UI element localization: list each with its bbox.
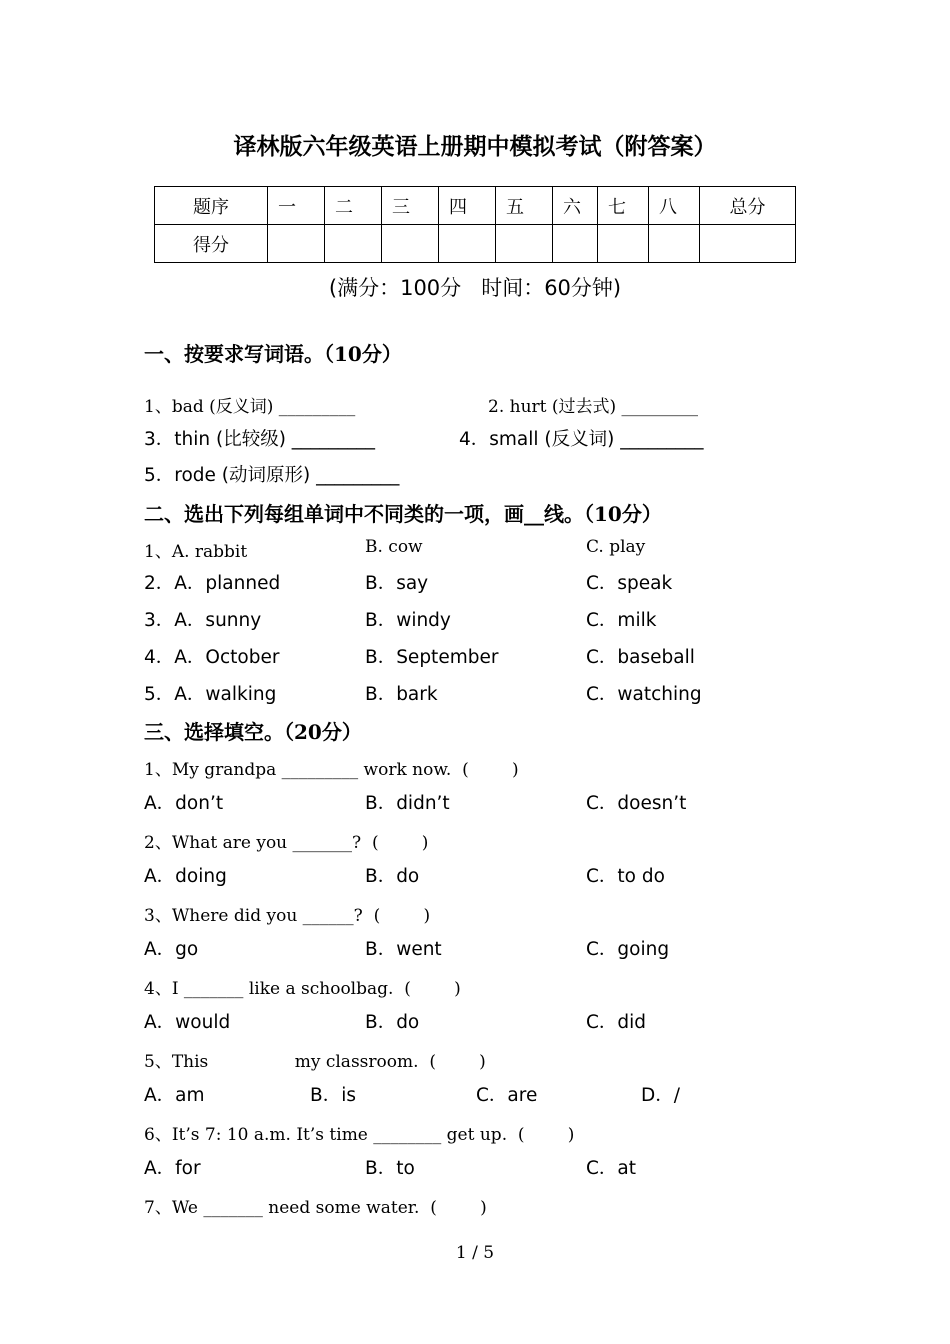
question-stem: 6、It’s 7: 10 a.m. It’s time ________ get up. ( ) [144, 1125, 575, 1145]
option-c: C．are [476, 1085, 538, 1106]
question-stem: 7、We _______ need some water. ( ) [144, 1198, 487, 1218]
option-c: C．to do [586, 866, 665, 887]
score-cell[interactable] [439, 225, 496, 263]
option-c: C．did [586, 1012, 647, 1033]
option-c: C．milk [586, 610, 657, 631]
option-b: B．September [365, 647, 499, 668]
question-stem: 4、I _______ like a schoolbag. ( ) [144, 979, 461, 999]
table-header-cell: 八 [649, 187, 700, 225]
table-row-label: 得分 [155, 225, 268, 263]
option-c: C．going [586, 939, 670, 960]
score-cell[interactable] [268, 225, 325, 263]
score-cell[interactable] [325, 225, 382, 263]
option-b: B．didn’t [365, 793, 450, 814]
option-a: A．doing [144, 866, 227, 887]
table-header-cell: 七 [598, 187, 649, 225]
option-b: B．say [365, 573, 429, 594]
document-title: 译林版六年级英语上册期中模拟考试（附答案） [233, 134, 717, 160]
table-header-cell: 总分 [700, 187, 796, 225]
question: 1、bad (反义词) _________ [144, 397, 356, 417]
section-heading: 二、选出下列每组单词中不同类的一项，画__线。（10分） [144, 502, 662, 526]
score-cell[interactable] [382, 225, 439, 263]
table-header-cell: 三 [382, 187, 439, 225]
section-heading: 一、按要求写词语。（10分） [144, 342, 402, 366]
table-header-cell: 五 [496, 187, 553, 225]
option-a: A．don’t [144, 793, 224, 814]
option-a: A．would [144, 1012, 231, 1033]
option-b: B. cow [365, 537, 423, 557]
option-c: C. play [586, 537, 646, 557]
table-header-cell: 一 [268, 187, 325, 225]
question: 2. hurt (过去式) _________ [488, 397, 699, 417]
option-a: A．am [144, 1085, 205, 1106]
score-table-score-row [155, 225, 796, 263]
option-d: D．/ [641, 1085, 680, 1106]
score-cell[interactable] [496, 225, 553, 263]
option-c: C．baseball [586, 647, 695, 668]
table-header-cell: 六 [553, 187, 598, 225]
section-heading: 三、选择填空。（20分） [144, 720, 362, 744]
question: 3．thin (比较级) _________ [144, 429, 376, 450]
option-a: 4．A．October [144, 647, 280, 668]
option-c: C．watching [586, 684, 702, 705]
option-b: B．bark [365, 684, 438, 705]
score-cell[interactable] [553, 225, 598, 263]
option-c: C．at [586, 1158, 637, 1179]
option-b: B．do [365, 1012, 420, 1033]
option-a: 2．A．planned [144, 573, 281, 594]
option-b: B．windy [365, 610, 451, 631]
page-number: 1 / 5 [455, 1243, 495, 1263]
option-b: B．do [365, 866, 420, 887]
score-cell[interactable] [598, 225, 649, 263]
question: 5．rode (动词原形) _________ [144, 465, 400, 486]
question: 4．small (反义词) _________ [459, 429, 704, 450]
option-a: 5．A．walking [144, 684, 277, 705]
score-cell[interactable] [700, 225, 796, 263]
option-b: B．went [365, 939, 442, 960]
option-b: B．to [365, 1158, 415, 1179]
question-stem: 3、Where did you ______? ( ) [144, 906, 431, 926]
score-table [154, 186, 796, 263]
question-stem: 1、My grandpa _________ work now. ( ) [144, 760, 519, 780]
score-cell[interactable] [649, 225, 700, 263]
option-a: 3．A．sunny [144, 610, 262, 631]
score-table-header-row [155, 187, 796, 225]
option-a: 1、A. rabbit [144, 542, 248, 562]
question-stem: 5、This my classroom. ( ) [144, 1052, 486, 1072]
option-a: A．go [144, 939, 199, 960]
option-c: C．doesn’t [586, 793, 687, 814]
table-header-cell: 二 [325, 187, 382, 225]
table-header-cell: 四 [439, 187, 496, 225]
table-header-cell: 题序 [155, 187, 268, 225]
option-a: A．for [144, 1158, 201, 1179]
option-c: C．speak [586, 573, 673, 594]
option-b: B．is [310, 1085, 356, 1106]
exam-meta: (满分：100分 时间：60分钟) [328, 276, 622, 300]
question-stem: 2、What are you _______? ( ) [144, 833, 429, 853]
